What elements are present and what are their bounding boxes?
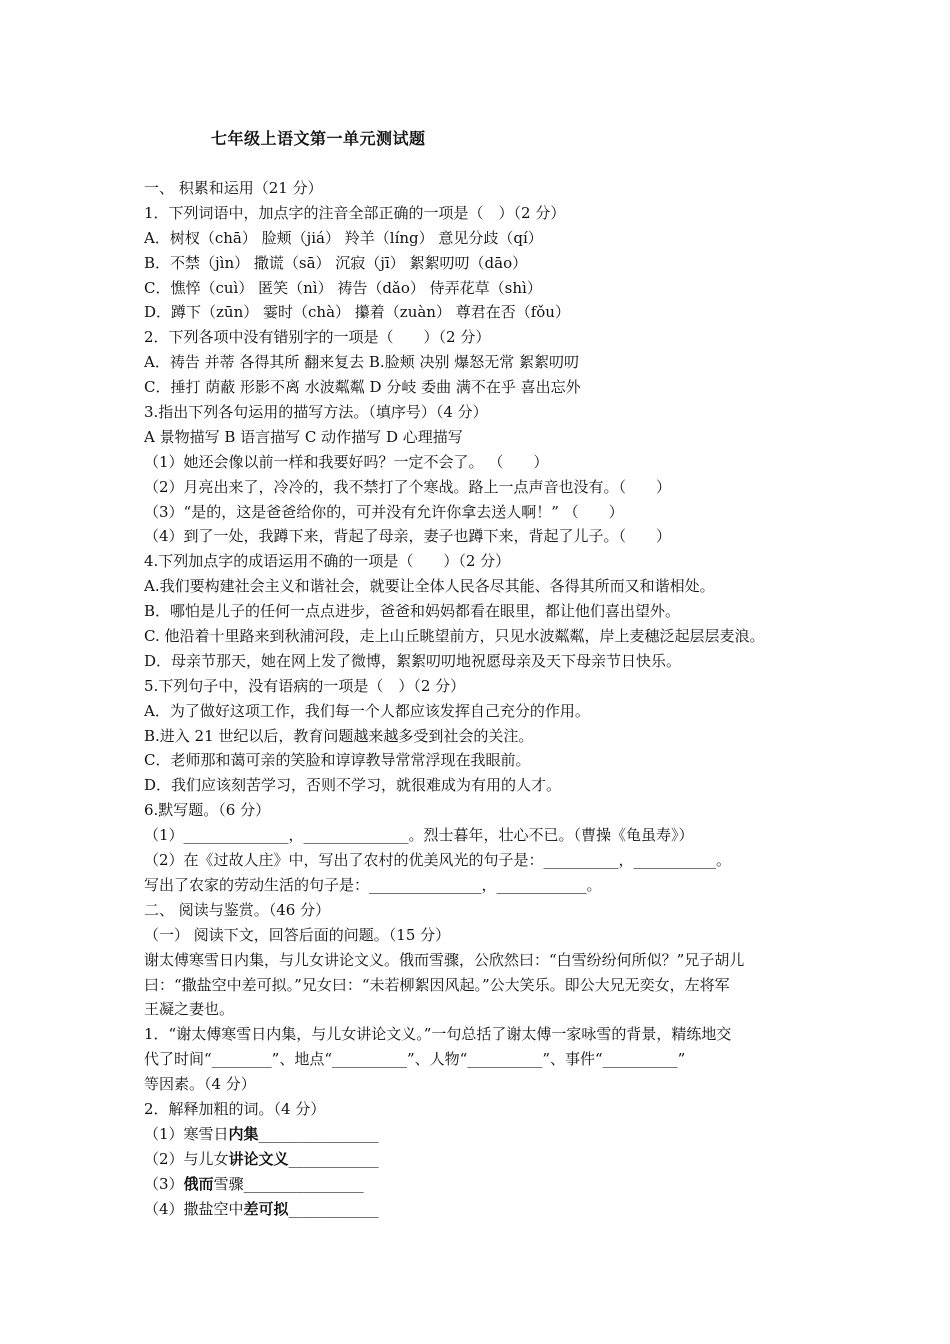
vocab-post: ____________ [288, 1149, 379, 1168]
exam-line: D．母亲节那天，她在网上发了微博，絮絮叨叨地祝愿母亲及天下母亲节日快乐。 [144, 651, 682, 670]
vocab-post: 雪骤________________ [213, 1174, 364, 1193]
exam-line: 5.下列句子中，没有语病的一项是（ ）（2 分） [144, 676, 466, 695]
exam-line: 3.指出下列各句运用的描写方法。（填序号）（4 分） [144, 403, 488, 422]
exam-line: 二、 阅读与鉴赏。（46 分） [144, 900, 331, 919]
exam-line: B．不禁（jìn） 撒谎（sā） 沉寂（jī） 絮絮叨叨（dāo） [144, 253, 528, 272]
exam-line: （一） 阅读下文，回答后面的问题。（15 分） [144, 925, 451, 944]
vocab-pre: （3） [144, 1174, 184, 1193]
vocab-bold: 内集 [228, 1124, 259, 1143]
exam-line: A 景物描写 B 语言描写 C 动作描写 D 心理描写 [144, 427, 463, 446]
vocab-item [144, 1172, 824, 1197]
exam-line: A．树杈（chā） 脸颊（jiá） 羚羊（líng） 意见分歧（qí） [144, 228, 543, 247]
exam-line: 2．解释加粗的词。（4 分） [144, 1099, 326, 1118]
vocab-bold: 俄而 [183, 1174, 214, 1193]
vocab-post: ________________ [258, 1124, 379, 1143]
exam-line: 1．“谢太傅寒雪日内集，与儿女讲论文义。”一句总括了谢太傅一家咏雪的背景，精练地交 [144, 1025, 732, 1044]
exam-line: A．为了做好这项工作，我们每一个人都应该发挥自己充分的作用。 [144, 701, 590, 720]
exam-line: （4）到了一处，我蹲下来，背起了母亲，妻子也蹲下来，背起了儿子。（ ） [144, 527, 672, 546]
exam-line: （2）月亮出来了，冷冷的，我不禁打了个寒战。路上一点声音也没有。（ ） [144, 477, 672, 496]
exam-line: 谢太傅寒雪日内集，与儿女讲论文义。俄而雪骤，公欣然曰：“白雪纷纷何所似？”兄子胡儿 [144, 950, 745, 969]
exam-line: 1．下列词语中，加点字的注音全部正确的一项是（ ）（2 分） [144, 203, 566, 222]
exam-line: （2）在《过故人庄》中，写出了农村的优美风光的句子是：__________，___________。 [144, 851, 732, 870]
exam-line: C．捶打 荫蔽 形影不离 水波粼粼 D 分岐 委曲 满不在乎 喜出忘外 [144, 378, 581, 397]
exam-line: D．蹲下（zūn） 霎时（chà） 攥着（zuàn） 尊君在否（fǒu） [144, 303, 570, 322]
exam-line: B．哪怕是儿子的任何一点点进步，爸爸和妈妈都看在眼里，都让他们喜出望外。 [144, 602, 681, 621]
exam-line: （3）“是的，这是爸爸给你的，可并没有允许你拿去送人啊！” （ ） [144, 502, 624, 521]
exam-line: C．老师那和蔼可亲的笑脸和谆谆教导常常浮现在我眼前。 [144, 751, 531, 770]
exam-line: 一、 积累和运用（21 分） [144, 179, 323, 197]
vocab-pre: （1）寒雪日 [144, 1124, 229, 1143]
exam-line: 2．下列各项中没有错别字的一项是（ ）（2 分） [144, 328, 491, 347]
vocab-bold: 差可拟 [243, 1199, 289, 1218]
vocab-bold: 讲论文义 [228, 1149, 289, 1168]
vocab-item [144, 1197, 824, 1222]
exam-line: D．我们应该刻苦学习，否则不学习，就很难成为有用的人才。 [144, 776, 562, 795]
exam-lines [144, 176, 824, 1122]
exam-line: C．憔悴（cuì） 匿笑（nì） 祷告（dǎo） 侍弄花草（shì） [144, 278, 542, 297]
exam-line: 等因素。（4 分） [144, 1075, 256, 1094]
exam-line: 曰：“撒盐空中差可拟。”兄女曰：“未若柳絮因风起。”公大笑乐。即公大兄无奕女，左将军 [144, 975, 730, 994]
vocab-post: ____________ [288, 1199, 379, 1218]
exam-line: A．祷告 并蒂 各得其所 翻来复去 B.脸颊 决别 爆怒无常 絮絮叨叨 [144, 353, 580, 372]
vocab-item [144, 1122, 824, 1147]
exam-line: （1）她还会像以前一样和我要好吗？一定不会了。 （ ） [144, 452, 549, 471]
vocab-list [144, 1122, 824, 1222]
exam-line: C. 他沿着十里路来到秋浦河段，走上山丘眺望前方，只见水波粼粼，岸上麦穗泛起层层麦浪。 [144, 627, 765, 646]
vocab-pre: （2）与儿女 [144, 1149, 229, 1168]
exam-line: 4.下列加点字的成语运用不确的一项是（ ）（2 分） [144, 552, 511, 571]
vocab-pre: （4）撒盐空中 [144, 1199, 244, 1218]
page-title: 七年级上语文第一单元测试题 [211, 129, 426, 148]
exam-line: 王凝之妻也。 [144, 1000, 235, 1019]
exam-line: B.进入 21 世纪以后，教育问题越来越多受到社会的关注。 [144, 726, 534, 745]
vocab-item [144, 1147, 824, 1172]
exam-line: A.我们要构建社会主义和谐社会，就要让全体人民各尽其能、各得其所而又和谐相处。 [144, 577, 715, 596]
exam-body [144, 176, 824, 1221]
exam-line: （1）______________，______________。烈士暮年，壮心不已。（曹操《龟虽寿》） [144, 826, 694, 845]
exam-line: 代了时间“________”、地点“__________”、人物“__________”、事件“__________” [144, 1050, 686, 1069]
exam-line: 6.默写题。（6 分） [144, 801, 271, 820]
exam-line: 写出了农家的劳动生活的句子是：_______________，____________。 [144, 875, 602, 894]
